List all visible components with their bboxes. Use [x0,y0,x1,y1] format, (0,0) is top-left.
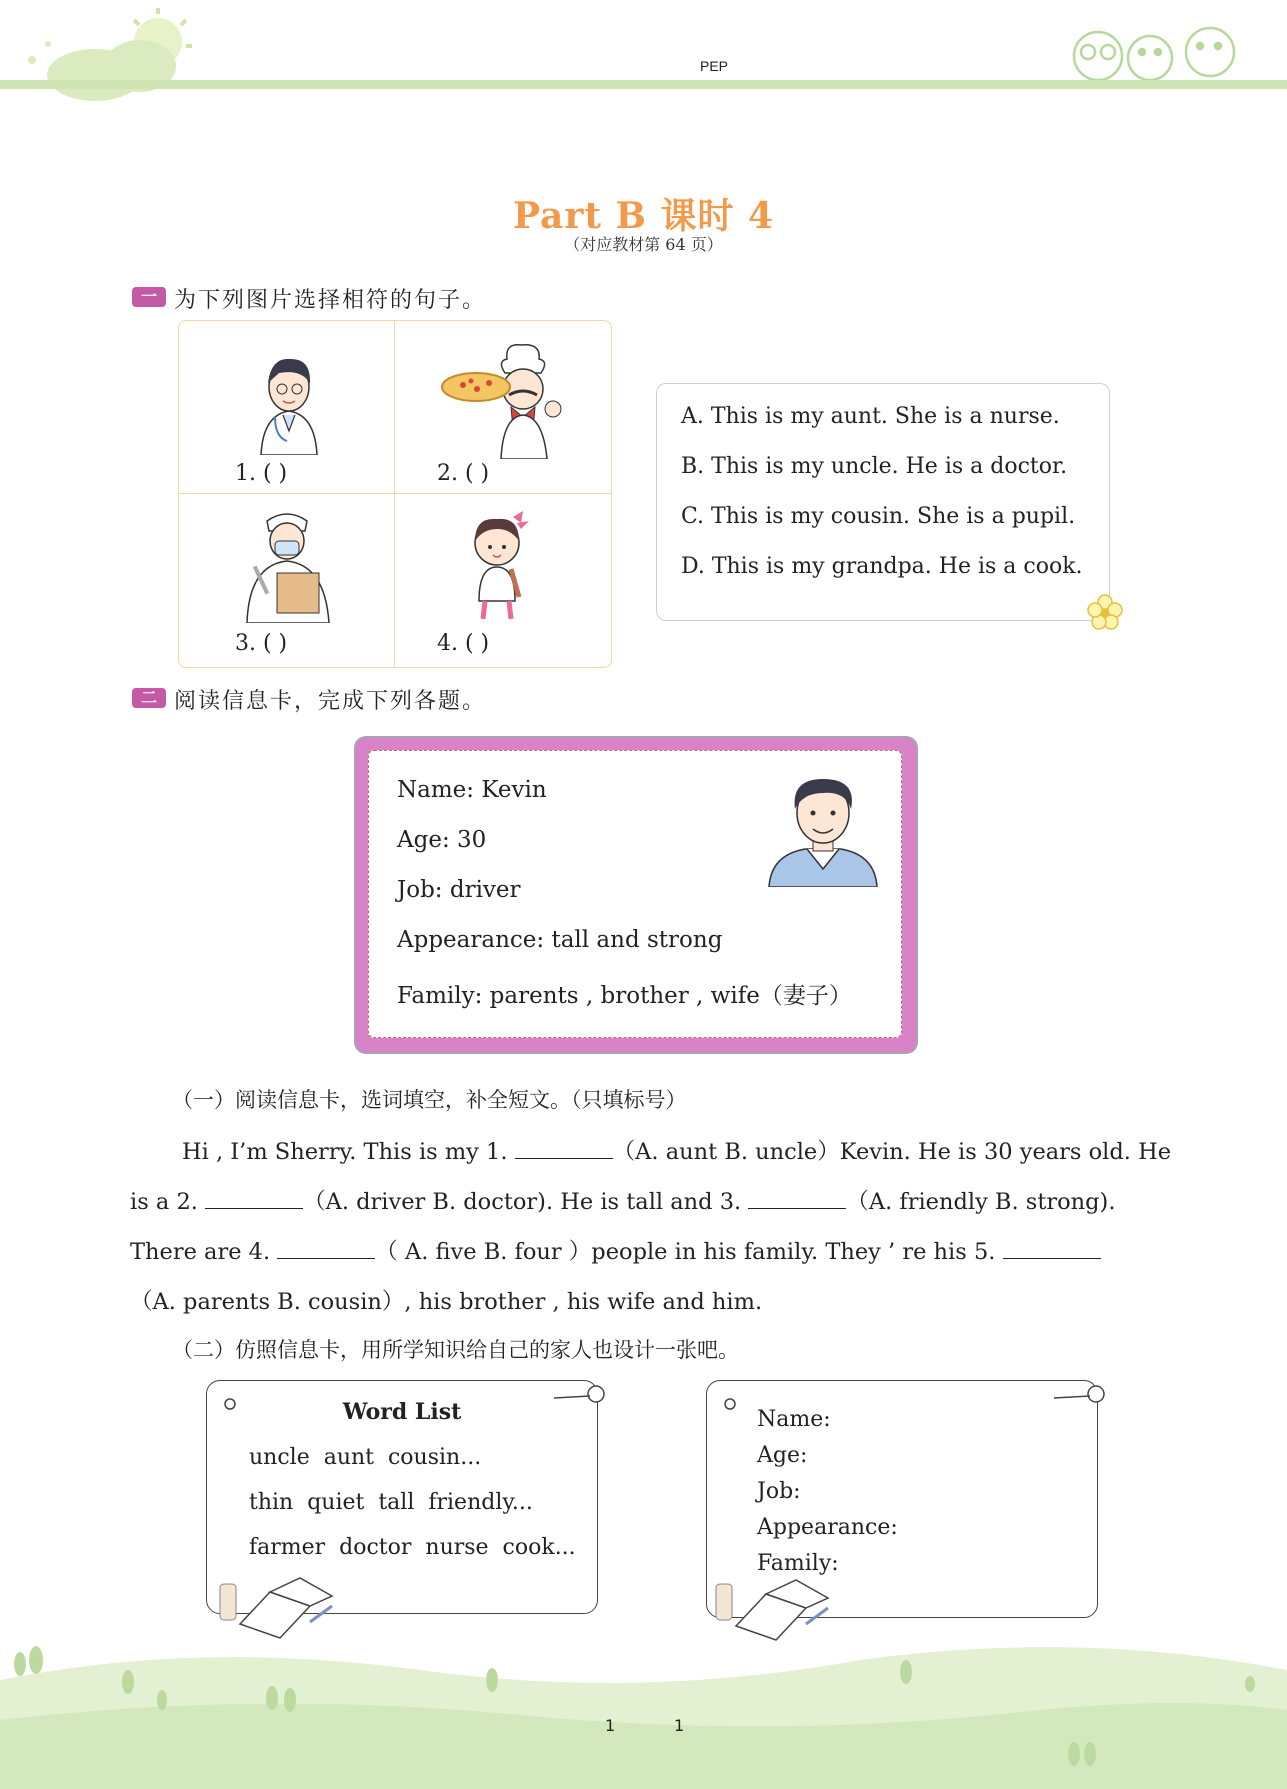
scroll-decor-icon [700,1374,1120,1644]
animal-faces-icon [1074,28,1234,80]
card-appearance: Appearance: tall and strong [397,927,723,953]
header-decor [0,0,1287,110]
passage-text: Hi , I’m Sherry. This is my 1. [182,1139,515,1165]
section-instruction: 阅读信息卡，完成下列各题。 [174,689,487,714]
passage-text: （ A. five B. four ）people in his family. They ’ re his 5. [375,1239,1003,1265]
passage-text: （A. driver B. doctor). He is tall and 3. [303,1189,749,1215]
template-age: Age: [757,1443,808,1468]
picture-label: 3. ( ) [235,631,288,656]
picture-label: 4. ( ) [437,631,490,656]
passage-line-4: （A. parents B. cousin）, his brother , his wife and him. [130,1289,763,1315]
word-list-row: farmer doctor nurse cook... [249,1535,576,1560]
template-appearance: Appearance: [757,1515,898,1540]
page-subtitle: （对应教材第 64 页） [564,235,723,254]
word-list-row: uncle aunt cousin... [249,1445,482,1470]
cook-icon [441,339,571,459]
card-name: Name: Kevin [397,777,547,803]
info-card [354,736,918,1054]
picture-label: 2. ( ) [437,461,490,486]
section-instruction: 为下列图片选择相符的句子。 [174,288,487,313]
scroll-decor-icon [200,1374,620,1644]
card-family: Family: parents , brother , wife（妻子） [397,983,852,1009]
header-bar [0,80,1287,89]
blank-2[interactable] [205,1188,303,1209]
template-family: Family: [757,1551,839,1576]
man-portrait-icon [765,771,881,887]
word-list-title: Word List [342,1399,462,1425]
template-name: Name: [757,1407,831,1432]
doctor-icon [249,345,329,455]
option-b: B. This is my uncle. He is a doctor. [681,454,1068,479]
option-c: C. This is my cousin. She is a pupil. [681,504,1076,529]
pupil-girl-icon [457,509,537,621]
section-badge: 一 [132,287,166,307]
picture-grid [178,320,612,668]
blank-5[interactable] [1003,1238,1101,1259]
option-d: D. This is my grandpa. He is a cook. [681,554,1083,579]
card-job: Job: driver [397,877,521,903]
word-list-row: thin quiet tall friendly... [249,1490,533,1515]
grid-divider [394,321,395,667]
page-title: Part B 课时 4 [512,195,775,237]
series-label: PEP [700,58,729,74]
passage-text: （A. friendly B. strong). [846,1189,1116,1215]
blank-4[interactable] [277,1238,375,1259]
template-job: Job: [757,1479,801,1504]
part1-heading: （一）阅读信息卡，选词填空，补全短文。（只填标号） [172,1088,687,1112]
blank-1[interactable] [515,1138,613,1159]
card-age: Age: 30 [397,827,487,853]
picture-label: 1. ( ) [235,461,288,486]
options-box [656,383,1110,621]
grid-divider [179,493,611,494]
nurse-icon [239,507,335,623]
page-number-left: 1 [605,1716,616,1735]
passage-text: There are 4. [130,1239,278,1265]
part2-heading: （二）仿照信息卡，用所学知识给自己的家人也设计一张吧。 [172,1338,739,1362]
cloud-sun-icon [0,0,1287,110]
flower-icon [1087,594,1123,630]
footer-hills [0,1620,1287,1789]
blank-3[interactable] [748,1188,846,1209]
passage-line-1 [182,1134,1171,1166]
option-a: A. This is my aunt. She is a nurse. [681,404,1060,429]
page-number-right: 1 [674,1716,685,1735]
passage-line-3 [130,1234,1101,1266]
passage-text: is a 2. [130,1189,206,1215]
info-card-inner [368,750,902,1038]
section-badge: 二 [132,688,166,708]
passage-line-2 [130,1184,1115,1216]
passage-text: （A. aunt B. uncle）Kevin. He is 30 years old. He [612,1139,1172,1165]
